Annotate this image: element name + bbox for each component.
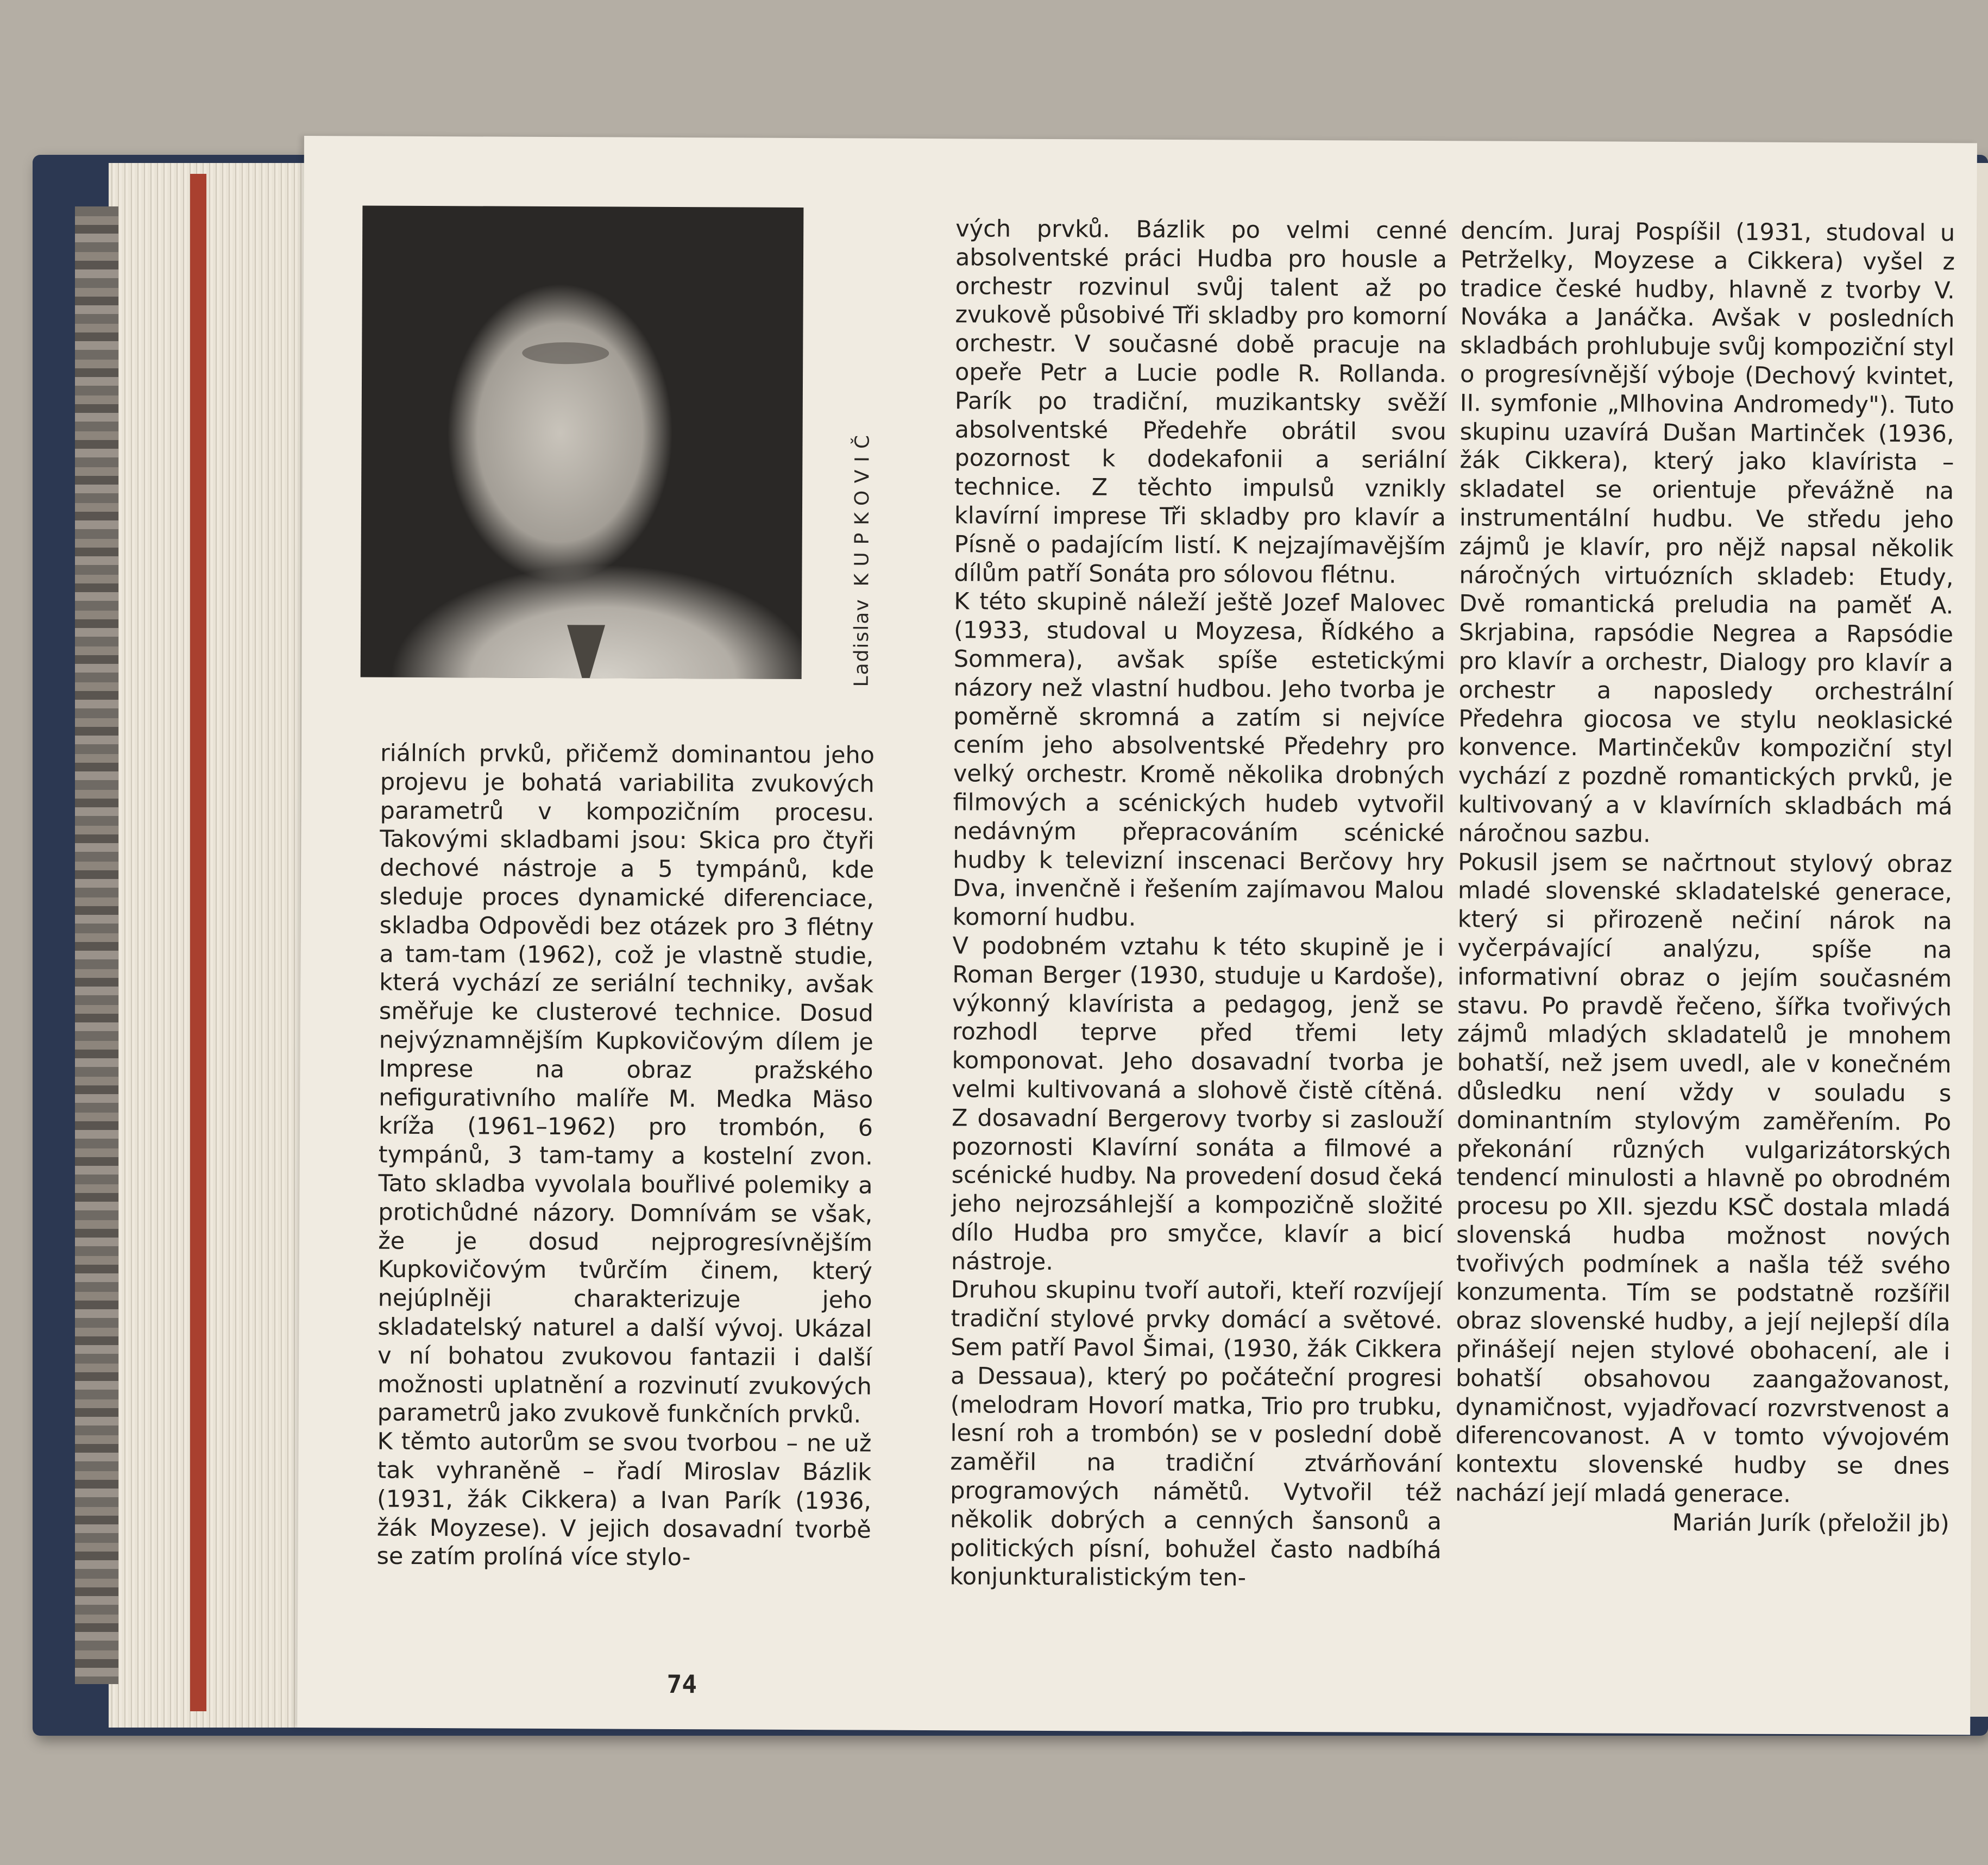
paragraph: Pokusil jsem se načrtnout stylový obraz mladé slovenské skladatelské generace, který si přirozeně nečiní nárok na vyčerpávající analýzu, spíše na informativní obraz o jejím současném stavu. Po pravdě řečeno, šířka tvořivých zájmů mladých skladatelů je mnohem bohatší, než jsem uvedl, ale v konečném důsledku není vždy v souladu s dominantním stylovým zaměřením. Po překonání různých vulgarizátorských tendencí minulosti a hlavně po obrodném procesu po XII. sjezdu KSČ dostala mladá slovenská hudba možnost nových tvořivých podmínek a našla též svého konzumenta. Tím se podstatně rozšířil obraz slovenské hudby, a její nejlepší díla přinášejí nejen stylové obohacení, ale i bohatší obsahovou zaangažovanost, dynamičnost, vyjadřovací rozvrstvenost a diferencovanost. A v tomto vývojovém kontextu slovenské hudby se dnes nachází její mladá generace. <box>1455 848 1953 1509</box>
spine-inlay <box>75 206 118 1684</box>
paragraph: V podobném vztahu k této skupině je i Roman Berger (1930, studuje u Kardoše), výkonný klavírista a pedagog, jenž se rozhodl teprve před třemi lety komponovat. Jeho dosavadní tvorba je velmi kultivovaná a slohově čistě cítěná. Z dosavadní Bergerovy tvorby si zaslouží pozornosti Klavírní sonáta a filmové a scénické hudby. Na provedení dosud čeká jeho nejrozsáhlejší a kompozičně složité dílo Hudba pro smyčce, klavír a bicí nástroje. <box>951 932 1444 1276</box>
text-column-2 <box>949 215 1447 1593</box>
portrait-photo <box>361 205 804 679</box>
paragraph: K těmto autorům se svou tvorbou – ne už tak vyhraněně – řadí Miroslav Bázlik (1931, žák Cikkera) a Ivan Parík (1936, žák Moyzese). V jejich dosavadní tvorbě se zatím prolíná více stylo- <box>376 1428 872 1572</box>
paragraph: vých prvků. Bázlik po velmi cenné absolventské práci Hudba pro housle a orchestr rozvinul svůj talent až po zvukově působivé Tři skladby pro komorní orchestr. V současné době pracuje na opeře Petr a Lucie podle R. Rollanda. Parík po tradiční, muzikantsky svěží absolventské Předehře obrátil svou pozornost k dodekafonii a seriální technice. Z těchto impulsů vznikly klavírní imprese Tři skladby pro klavír a Písně o padajícím listí. K nejzajímavějším dílům patří Sonáta pro sólovou flétnu. <box>954 215 1448 589</box>
caption-last-name: KUPKOVIČ <box>851 427 874 587</box>
caption-first-name: Ladislav <box>850 598 873 687</box>
author-signature: Marián Jurík (přeložil jb) <box>1672 1509 1949 1538</box>
text-column-1 <box>376 739 875 1573</box>
portrait-shading <box>522 342 609 365</box>
text-column-3 <box>1455 217 1955 1539</box>
book-page <box>297 136 1977 1735</box>
paragraph: dencím. Juraj Pospíšil (1931, studoval u Petrželky, Moyzese a Cikkera) vyšel z tradice české hudby, hlavně z tvorby V. Nováka a Janáčka. Avšak v posledních skladbách prohlubuje svůj kompoziční styl o progresívnější výboje (Dechový kvintet, II. symfonie „Mlhovina Andromedy"). Tuto skupinu uzavírá Dušan Martinček (1936, žák Cikkera), který jako klavírista – skladatel se orientuje převážně na instrumentální hudbu. Ve středu jeho zájmů je klavír, pro nějž napsal několik náročných virtuózních skladeb: Etudy, Dvě romantická preludia na paměť A. Skrjabina, rapsódie Negrea a Rapsódie pro klavír a orchestr, Dialogy pro klavír a orchestr a naposledy orchestrální Předehra giocosa ve stylu neoklasické konvence. Martinčekův kompoziční styl vychází z pozdně romantických prvků, je kultivovaný a v klavírních skladbách má náročnou sazbu. <box>1458 217 1955 848</box>
page-marker-edge <box>190 174 206 1711</box>
page-number: 74 <box>666 1669 697 1699</box>
paragraph: riálních prvků, přičemž dominantou jeho projevu je bohatá variabilita zvukových parametrů v kompozičním procesu. Takovými skladbami jsou: Skica pro čtyři dechové nástroje a 5 tympánů, kde sleduje proces dynamické diferenciace, skladba Odpovědi bez otázek pro 3 flétny a tam-tam (1962), což je vlastně studie, která vychází ze seriální techniky, avšak směřuje ke clusterové technice. Dosud nejvýznamnějším Kupkovičovým dílem je Imprese na obraz pražského nefigurativního malíře M. Medka Mäso kríža (1961–1962) pro trombón, 6 tympánů, 3 tam-tamy a kostelní zvon. Tato skladba vyvolala bouřlivé polemiky a protichůdné názory. Domnívám se však, že je dosud nejprogresívnějším Kupkovičovým tvůrčím činem, který nejúplněji charakterizuje jeho skladatelský naturel a další vývoj. Ukázal v ní bohatou zvukovou fantazii i další možnosti uplatnění a rozvinutí zvukových parametrů jako zvukově funkčních prvků. <box>377 739 875 1429</box>
portrait-tie <box>567 625 605 678</box>
paragraph: K této skupině náleží ještě Jozef Malovec (1933, studoval u Moyzesa, Řídkého a Sommera), avšak spíše estetickými názory než vlastní hudbou. Jeho tvorba je poměrně skromná a zatím si nejvíce cením jeho absolventské Předehry pro velký orchestr. Kromě několika drobných filmových a scénických hudeb vytvořil nedávným přepracováním scénické hudby k televizní inscenaci Berčovy hry Dva, invenčně i řešením zajímavou Malou komorní hudbu. <box>952 588 1446 932</box>
photo-caption <box>851 428 874 687</box>
paragraph: Druhou skupinu tvoří autoři, kteří rozvíjejí tradiční stylové prvky domácí a světové. Sem patří Pavol Šimai, (1930, žák Cikkera a Dessaua), který po počáteční progresi (melodram Hovorí matka, Trio pro trubku, lesní roh a trombón) se v poslední době zaměřil na tradiční ztvárňování programových námětů. Vytvořil též několik dobrých a cenných šansonů a politických písní, bohužel často nadbíhá konjunkturalistickým ten- <box>949 1276 1443 1592</box>
